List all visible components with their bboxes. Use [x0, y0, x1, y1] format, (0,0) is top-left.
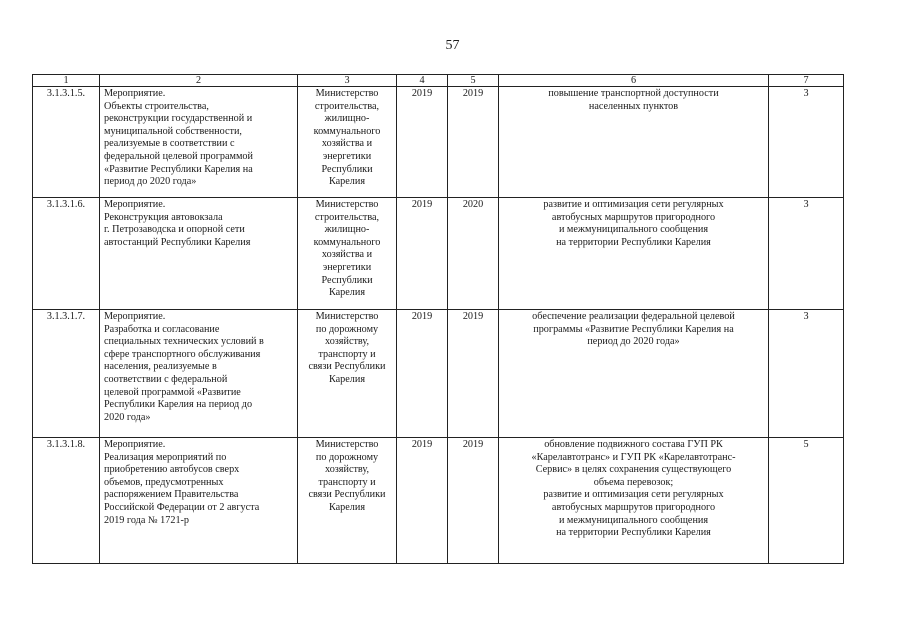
- measure-description-line: период до 2020 года»: [104, 176, 197, 188]
- measure-description: [100, 198, 298, 310]
- expected-result-line: и межмуниципального сообщения: [558, 224, 709, 236]
- responsible-executor-line: транспорту и: [318, 348, 376, 360]
- column-header: 1: [33, 75, 100, 87]
- responsible-executor-line: Республики: [321, 274, 373, 286]
- measure-number: 3.1.3.1.7.: [33, 310, 100, 438]
- expected-result-line: повышение транспортной доступности: [548, 88, 719, 99]
- responsible-executor-line: связи Республики: [308, 361, 386, 373]
- expected-result: [499, 198, 769, 310]
- responsible-executor-line: энергетики: [322, 150, 372, 162]
- measure-number: 3.1.3.1.5.: [33, 87, 100, 198]
- measure-description-line: «Развитие Республики Карелия на: [104, 163, 253, 175]
- table-row: [33, 438, 844, 564]
- measure-description-line: Разработка и согласование: [104, 323, 220, 335]
- responsible-executor-line: энергетики: [322, 261, 372, 273]
- expected-result-line: на территории Республики Карелия: [556, 527, 711, 539]
- column-header: 3: [298, 75, 397, 87]
- responsible-executor-line: строительства,: [314, 100, 380, 112]
- expected-result-line: и межмуниципального сообщения: [558, 514, 709, 526]
- responsible-executor-line: Министерство: [315, 439, 379, 450]
- responsible-executor-line: хозяйству,: [324, 336, 370, 348]
- measure-description-line: Мероприятие.: [104, 311, 166, 322]
- measure-description-line: 2019 года № 1721-р: [104, 514, 190, 526]
- measure-description-line: населения, реализуемые в: [104, 361, 217, 373]
- measure-description-line: Мероприятие.: [104, 199, 166, 210]
- end-year: 2019: [448, 310, 499, 438]
- responsible-executor-line: хозяйства и: [321, 138, 373, 150]
- responsible-executor-line: Карелия: [328, 373, 366, 385]
- end-year: 2019: [448, 438, 499, 564]
- measure-description-line: сфере транспортного обслуживания: [104, 348, 261, 360]
- end-year: 2020: [448, 198, 499, 310]
- expected-result-line: населенных пунктов: [588, 100, 679, 112]
- measure-description-line: Мероприятие.: [104, 88, 166, 99]
- measure-description-line: реконструкции государственной и: [104, 113, 253, 125]
- responsible-executor-line: по дорожному: [315, 323, 379, 335]
- column-header: 6: [499, 75, 769, 87]
- responsible-executor-line: по дорожному: [315, 451, 379, 463]
- responsible-executor-line: Министерство: [315, 199, 379, 210]
- responsible-executor: [298, 87, 397, 198]
- responsible-executor-line: жилищно-: [324, 224, 370, 236]
- measure-description-line: объемов, предусмотренных: [104, 476, 224, 488]
- indicator-reference: 5: [769, 438, 844, 564]
- table-body: [33, 87, 844, 564]
- measure-description-line: автостанций Республики Карелия: [104, 236, 251, 248]
- expected-result-line: автобусных маршрутов пригородного: [551, 211, 716, 223]
- expected-result-line: развитие и оптимизация сети регулярных: [543, 199, 724, 210]
- column-header: 5: [448, 75, 499, 87]
- expected-result-line: программы «Развитие Республики Карелия на: [533, 323, 734, 335]
- end-year: 2019: [448, 87, 499, 198]
- measure-description-line: Реализация мероприятий по: [104, 451, 227, 463]
- measure-description-line: Объекты строительства,: [104, 100, 209, 112]
- measure-description-line: приобретению автобусов сверх: [104, 464, 240, 476]
- column-header: 4: [397, 75, 448, 87]
- measure-description-line: реализуемые в соответствии с: [104, 138, 235, 150]
- measure-number: 3.1.3.1.6.: [33, 198, 100, 310]
- measure-description-line: 2020 года»: [104, 411, 151, 423]
- table-row: [33, 310, 844, 438]
- responsible-executor-line: Карелия: [328, 176, 366, 188]
- expected-result-line: период до 2020 года»: [587, 336, 680, 348]
- measure-description: [100, 438, 298, 564]
- measure-description-line: г. Петрозаводска и опорной сети: [104, 224, 245, 236]
- expected-result: [499, 438, 769, 564]
- responsible-executor: [298, 438, 397, 564]
- responsible-executor-line: Министерство: [315, 88, 379, 99]
- measure-description: [100, 310, 298, 438]
- start-year: 2019: [397, 198, 448, 310]
- column-header: 7: [769, 75, 844, 87]
- responsible-executor-line: коммунального: [313, 125, 381, 137]
- measure-description: [100, 87, 298, 198]
- expected-result-line: «Карелавтотранс» и ГУП РК «Карелавтотранс-: [531, 451, 736, 463]
- measure-description-line: целевой программой «Развитие: [104, 386, 241, 398]
- page-number: 57: [445, 38, 460, 53]
- responsible-executor-line: хозяйства и: [321, 249, 373, 261]
- start-year: 2019: [397, 438, 448, 564]
- responsible-executor-line: жилищно-: [324, 113, 370, 125]
- responsible-executor-line: хозяйству,: [324, 464, 370, 476]
- header-row: [33, 75, 844, 87]
- responsible-executor-line: Министерство: [315, 311, 379, 322]
- measure-description-line: специальных технических условий в: [104, 336, 264, 348]
- responsible-executor-line: транспорту и: [318, 476, 376, 488]
- expected-result-line: обновление подвижного состава ГУП РК: [544, 439, 723, 450]
- measure-description-line: Российской Федерации от 2 августа: [104, 501, 260, 513]
- measure-description-line: Реконструкция автовокзала: [104, 211, 223, 223]
- expected-result: [499, 87, 769, 198]
- indicator-reference: 3: [769, 198, 844, 310]
- expected-result-line: Сервис» в целях сохранения существующего: [535, 464, 732, 476]
- indicator-reference: 3: [769, 87, 844, 198]
- measures-table: [32, 74, 844, 564]
- start-year: 2019: [397, 310, 448, 438]
- measure-number: 3.1.3.1.8.: [33, 438, 100, 564]
- responsible-executor-line: связи Республики: [308, 489, 386, 501]
- responsible-executor: [298, 310, 397, 438]
- measure-description-line: федеральной целевой программой: [104, 150, 253, 162]
- responsible-executor: [298, 198, 397, 310]
- start-year: 2019: [397, 87, 448, 198]
- expected-result-line: обеспечение реализации федеральной целевой: [532, 311, 735, 322]
- responsible-executor-line: Карелия: [328, 287, 366, 299]
- expected-result-line: на территории Республики Карелия: [556, 236, 711, 248]
- measure-description-line: Мероприятие.: [104, 439, 166, 450]
- responsible-executor-line: строительства,: [314, 211, 380, 223]
- responsible-executor-line: Карелия: [328, 501, 366, 513]
- column-header: 2: [100, 75, 298, 87]
- measure-description-line: муниципальной собственности,: [104, 125, 242, 137]
- measure-description-line: соответствии с федеральной: [104, 373, 228, 385]
- table-row: [33, 87, 844, 198]
- indicator-reference: 3: [769, 310, 844, 438]
- expected-result-line: объема перевозок;: [593, 476, 674, 488]
- expected-result-line: автобусных маршрутов пригородного: [551, 501, 716, 513]
- measure-description-line: Республики Карелия на период до: [104, 399, 253, 411]
- responsible-executor-line: Республики: [321, 163, 373, 175]
- measure-description-line: распоряжением Правительства: [104, 489, 239, 501]
- expected-result: [499, 310, 769, 438]
- table-row: [33, 198, 844, 310]
- expected-result-line: развитие и оптимизация сети регулярных: [543, 489, 724, 501]
- responsible-executor-line: коммунального: [313, 236, 381, 248]
